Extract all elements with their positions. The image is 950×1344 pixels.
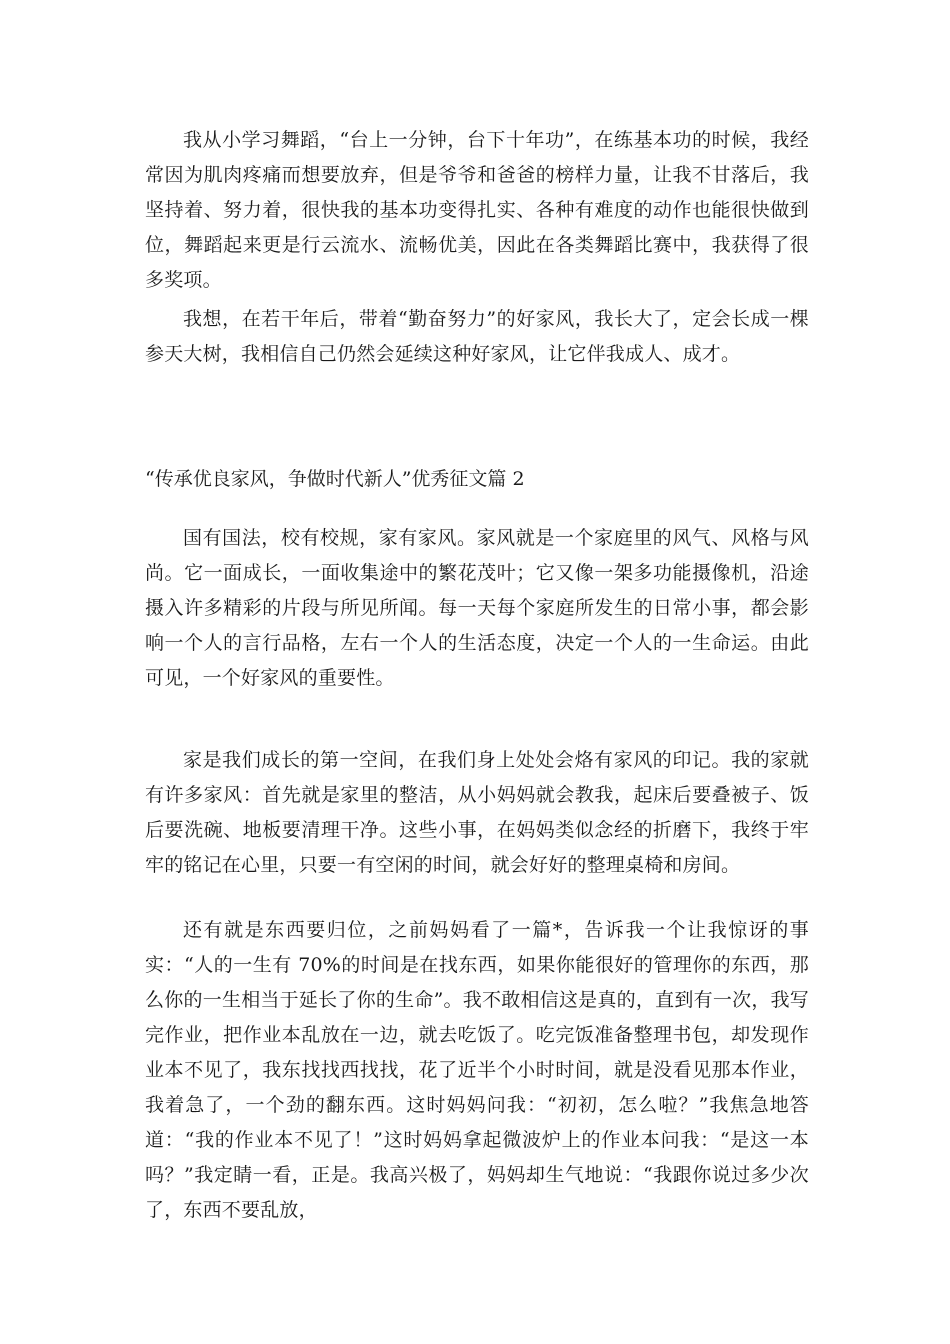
paragraph-home-tidiness: 家是我们成长的第一空间，在我们身上处处会烙有家风的印记。我的家就有许多家风：首先就是家里的整洁，从小妈妈就会教我，起床后要叠被子、饭后要洗碗、地板要清理干净。这些小事，在妈妈类似念经的折磨下，我终于牢牢的铭记在心里，只要一有空闲的时间，就会好好的整理桌椅和房间。 — [145, 749, 809, 876]
paragraph-future-hope: 我想，在若干年后，带着“勤奋努力”的好家风，我长大了，定会长成一棵参天大树，我相信自己仍然会延续这种好家风，让它伴我成人、成才。 — [145, 308, 809, 365]
section-heading: “传承优良家风，争做时代新人”优秀征文篇 2 — [145, 468, 525, 490]
paragraph-family-tradition-intro: 国有国法，校有校规，家有家风。家风就是一个家庭里的风气、风格与风尚。它一面成长，一面收集途中的繁花茂叶；它又像一架多功能摄像机，沿途摄入许多精彩的片段与所见所闻。每一天每个家庭所发生的日常小事，都会影响一个人的言行品格，左右一个人的生活态度，决定一个人的一生命运。由此可见，一个好家风的重要性。 — [145, 527, 809, 689]
paragraph-things-in-place: 还有就是东西要归位，之前妈妈看了一篇*，告诉我一个让我惊讶的事实：“人的一生有 70%的时间是在找东西，如果你能很好的管理你的东西，那么你的一生相当于延长了你的生命”。我不敢相信这是真的，直到有一次，我写完作业，把作业本乱放在一边，就去吃饭了。吃完饭准备整理书包，却发现作业本不见了，我东找找西找找，花了近半个小时时间，就是没看见那本作业，我着急了，一个劲的翻东西。这时妈妈问我：“初初，怎么啦？”我焦急地答道：“我的作业本不见了！”这时妈妈拿起微波炉上的作业本问我：“是这一本吗？”我定睛一看，正是。我高兴极了，妈妈却生气地说：“我跟你说过多少次了，东西不要乱放， — [145, 919, 809, 1221]
paragraph-dance-practice: 我从小学习舞蹈，“台上一分钟，台下十年功”，在练基本功的时候，我经常因为肌肉疼痛而想要放弃，但是爷爷和爸爸的榜样力量，让我不甘落后，我坚持着、努力着，很快我的基本功变得扎实、各种有难度的动作也能很快做到位，舞蹈起来更是行云流水、流畅优美，因此在各类舞蹈比赛中，我获得了很多奖项。 — [145, 129, 809, 291]
